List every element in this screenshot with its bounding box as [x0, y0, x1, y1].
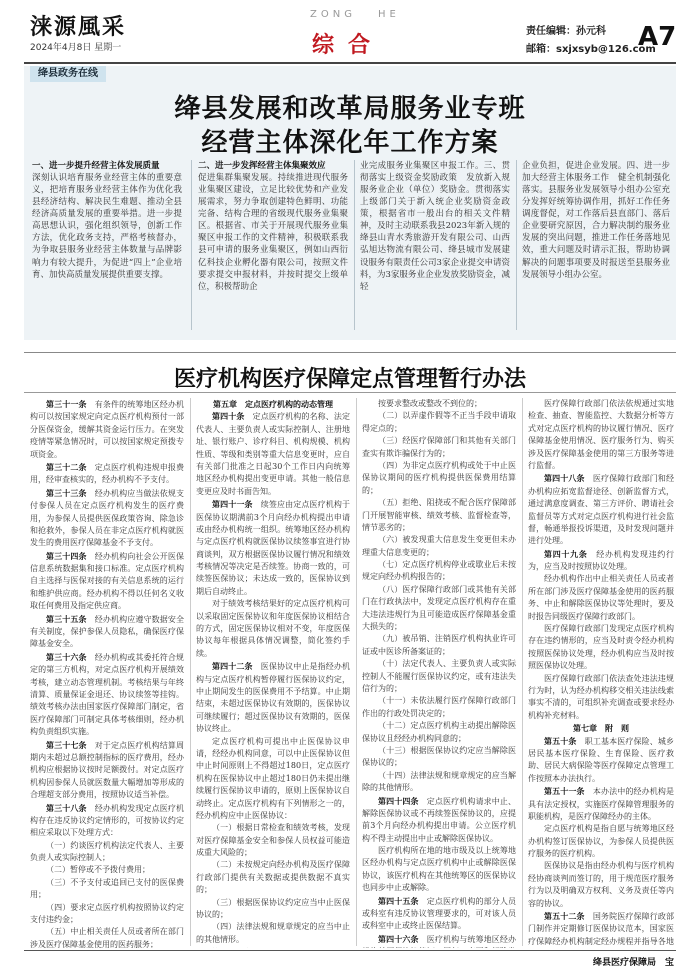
- article-clause-number: 第四十五条: [378, 895, 419, 906]
- article-clause-text: （三）根据医保协议约定应当中止医保协议的；: [196, 897, 350, 920]
- feature-column-4: [522, 160, 670, 281]
- article-clause-text: 经办机构发现定点医疗机构存在违反协议约定情形的，可按协议约定相应采取以下处理方式：: [30, 803, 184, 838]
- article-paragraph: [30, 739, 184, 802]
- article-column-3: [362, 398, 516, 948]
- article-clause-text: 医疗保障行政部门依法查处违法违规行为时，认为经办机构移交相关违法线索事实不清的，可组织补充调查或要求经办机构补充材料。: [528, 673, 674, 720]
- article-clause-number: 第五十条: [544, 735, 577, 746]
- section-title: 综合: [312, 32, 385, 58]
- article-clause-text: （十二）定点医疗机构主动提出解除医保协议且经经办机构同意的；: [362, 721, 516, 743]
- article-paragraph: [196, 897, 350, 922]
- article-clause-number: 第三十四条: [46, 550, 87, 561]
- section-pinyin-right: HE: [378, 9, 400, 20]
- feature-divider: [516, 160, 517, 330]
- article-clause-text: 经办机构或其委托符合规定的第三方机构，对定点医疗机构开展绩效考核，建立动态管理机制。考核结果与年终清算、质量保证金退还、协议续签等挂钩。绩效考核办法由国家医疗保障部门制定，省医疗保障部门可制定具体考核细则，经办机构负责组织实施。: [30, 652, 184, 737]
- article-clause-text: （四）为非定点医疗机构或处于中止医保协议期间的医疗机构提供医保费用结算的；: [362, 460, 516, 495]
- article-paragraph: [30, 461, 184, 487]
- feature-column-body: 深刻认识培育服务业经营主体的重要意义，把培育服务业经营主体作为优化我县经济结构、解决民生难题、推动全县经济高质量发展的重要举措。进一步提高思想认识，强化组织领导，创新工作方法，优化政务支持，严格考核督办，为争取县服务业经营主体数量与品牌影响力有较大提升，为促进“四上”企业培育、加快高质量发展提供重要支撑。: [32, 173, 182, 280]
- article-paragraph: [30, 840, 184, 865]
- article-clause-text: 定点医疗机构请求中止、解除医保协议或不再续签医保协议的，应提前3个月向经办机构提出申请。公立医疗机构不得主动提出中止或解除医保协议。: [362, 796, 516, 843]
- article-paragraph: [30, 802, 184, 840]
- article-clause-text: （二）未按规定向经办机构及医疗保障行政部门提供有关数据或提供数据不真实的；: [196, 860, 350, 895]
- article-source: 绛县医疗保障局 宝: [592, 958, 674, 968]
- article-paragraph: [528, 910, 674, 948]
- editor-credit: 责任编辑：孙元科: [526, 26, 606, 37]
- article-clause-text: 医保协议是指由经办机构与医疗机构经协商谈判而签订的，用于规范医疗服务行为以及明确双方权利、义务及责任等内容的协议。: [528, 861, 674, 908]
- article-clause-text: （十）法定代表人、主要负责人或实际控制人不能履行医保协议约定，或有违法失信行为的；: [362, 659, 516, 693]
- article-clause-text: 定点医疗机构是指自愿与统筹地区经办机构签订医保协议，为参保人员提供医疗服务的医疗机构。: [528, 824, 674, 859]
- feature-column-3: [360, 160, 510, 293]
- article-clause-text: 定点医疗机构的部分人员或科室有违反协议管理要求的，可对该人员或科室中止或终止医保结算。: [362, 896, 516, 931]
- article-clause-number: 第三十七条: [46, 739, 87, 750]
- article-paragraph: [30, 613, 184, 651]
- article-paragraph: [196, 660, 350, 735]
- article-clause-text: （一）根据日常检查和绩效考核，发现对医疗保障基金安全和参保人员权益可能造成重大风险的；: [196, 823, 350, 858]
- article-clause-text: （二）暂停或不予拨付费用；: [46, 865, 150, 875]
- article-paragraph: [362, 720, 516, 745]
- feature-column-heading: 二、进一步发挥经营主体集聚效应: [198, 161, 326, 171]
- article-clause-number: 第四十四条: [378, 795, 419, 806]
- article-clause-number: 第三十一条: [46, 399, 87, 409]
- article-clause-text: 医疗机构所在地的地市级及以上统筹地区经办机构与定点医疗机构中止或解除医保协议，该医疗机构在其他统筹区的医保协议也同步中止或解除。: [362, 846, 516, 893]
- article-paragraph: [362, 895, 516, 933]
- article-clause-text: （十四）法律法规和规章规定的应当解除的其他情形。: [362, 770, 516, 793]
- article-paragraph: [196, 921, 350, 946]
- issue-date: 2024年4月8日 星期一: [30, 43, 122, 53]
- article-paragraph: [362, 460, 516, 497]
- article-paragraph: [362, 695, 516, 720]
- column-divider: [356, 398, 357, 946]
- feature-title-line2: 经营主体深化年工作方案: [201, 128, 499, 158]
- article-clause-text: （一）约谈医疗机构法定代表人、主要负责人或实际控制人；: [30, 840, 184, 863]
- article-clause-text: （四）法律法规和规章规定的应当中止的其他情形。: [196, 922, 350, 944]
- article-paragraph: [362, 497, 516, 534]
- article-clause-text: （二）以弄虚作假等不正当手段申请取得定点的；: [362, 411, 516, 433]
- article-paragraph: [196, 410, 350, 498]
- article-clause-text: （四）要求定点医疗机构按照协议约定支付违约金；: [30, 902, 184, 925]
- article-clause-text: 对于定点医疗机构结算周期内未超过总额控制指标的医疗费用，经办机构应根据协议按时足额拨付。对定点医疗机构因参保人员就医数量大幅增加等形成的合理超支部分费用，按照协议适当补偿。: [30, 740, 184, 800]
- article-clause-text: （六）被发现重大信息发生变更但未办理重大信息变更的；: [362, 535, 516, 557]
- article-paragraph: [528, 785, 674, 823]
- article-clause-text: 对于绩效考核结果好的定点医疗机构可以采取固定医保协议和年度医保协议相结合的方式，固定医保协议相对不变，年度医保协议每年根据具体情况调整，简化签约手续。: [196, 599, 350, 658]
- article-clause-number: 第三十三条: [46, 487, 87, 498]
- article-title: 医疗机构医疗保障定点管理暂行办法: [173, 366, 526, 392]
- article-paragraph: [30, 902, 184, 927]
- article-clause-text: 本办法中的经办机构是具有法定授权，实施医疗保障管理服务的职能机构，是医疗保障经办的主体。: [528, 787, 674, 821]
- article-paragraph: [362, 398, 516, 410]
- article-paragraph: [362, 410, 516, 435]
- article-clause-text: 定点医疗机构的名称、法定代表人、主要负责人或实际控制人、注册地址、银行账户、诊疗科目、机构规模、机构性质、等级和类别等重大信息变更时，应自有关部门批准之日起30个工作日内向统筹地区经办机构提出变更申请。其他一般信息变更应及时书面告知。: [196, 412, 350, 496]
- article-clause-text: 定点医疗机构违规申报费用，经审查核实的，经办机构不予支付。: [30, 462, 184, 485]
- article-clause-number: 第三十五条: [46, 613, 87, 624]
- feature-title-line1: 绛县发展和改革局服务业专班: [174, 94, 526, 124]
- article-clause-text: （十一）未依法履行医疗保障行政部门作出的行政处罚决定的；: [362, 696, 516, 718]
- article-paragraph: [528, 472, 674, 547]
- article-clause-number: 第四十八条: [544, 473, 585, 484]
- article-clause-text: 医疗保障行政部门依法依规通过实地检查、抽查、智能监控、大数据分析等方式对定点医疗机构的协议履行情况、医疗保障基金使用情况、医疗服务行为、购买涉及医疗保障基金使用的第三方服务等进行监督。: [528, 399, 674, 470]
- article-clause-text: 医疗保障行政部门发现定点医疗机构存在违约情形的，应当及时责令经办机构按照医保协议处理，经办机构应当及时按照医保协议处理。: [528, 624, 674, 671]
- column-tag: 绛县政务在线: [30, 66, 106, 82]
- article-clause-text: （七）定点医疗机构停业或歇业后未按规定向经办机构报告的；: [362, 560, 516, 582]
- article-paragraph: [30, 864, 184, 876]
- article-paragraph: [362, 845, 516, 895]
- article-paragraph: [362, 584, 516, 634]
- article-paragraph: [528, 548, 674, 574]
- article-clause-text: 经办机构向社会公开医保信息系统数据集和接口标准。定点医疗机构自主选择与医保对接的有关信息系统的运行和维护供应商。经办机构不得以任何名义收取任何费用及指定供应商。: [30, 551, 184, 611]
- article-paragraph: [30, 926, 184, 948]
- article-paragraph: [196, 859, 350, 896]
- article-paragraph: [30, 398, 184, 461]
- article-paragraph: [362, 745, 516, 770]
- article-paragraph: [196, 822, 350, 859]
- article-clause-number: 第五十一条: [544, 786, 585, 797]
- section-pinyin-left: ZONG: [310, 9, 356, 20]
- feature-column-body: 业完成服务业集聚区申报工作。三、贯彻落实上级资金奖励政策 发放新入规服务业企业（单位）奖励金。贯彻落实上级部门关于新入统企业奖励资金政策，根据省市一般出台的相关文件精神，及时主动联系我县2023年新入规的绛县山青水秀旅游开发有限公司、山西弘旭达物流有限公司、绛县城市发展建设服务有限责任公司3家企业提交申请资料，为3家服务业企业发放奖励资金，减轻: [360, 161, 510, 292]
- article-clause-text: 有条件的统筹地区经办机构可以按国家规定向定点医疗机构预付一部分医保资金，缓解其资金运行压力。在突发疫情等紧急情况时，可以按国家规定预拨专项资金。: [30, 400, 184, 459]
- feature-column-body: 企业负担，促进企业发展。四、进一步加大经营主体服务工作 健全机制强化落实。县服务业发展领导小组办公室充分发挥好统筹协调作用，抓好工作任务调度督促，对工作落后县直部门、落后企业要研究原因，合力解决制约服务业发展的突出问题，推进工作任务落地见效，重大问题及时请示汇报，帮助协调解决的问题事项要及时报送至县服务业发展领导小组办公室。: [522, 161, 670, 280]
- feature-divider: [354, 160, 355, 330]
- article-clause-number: 第三十八条: [46, 802, 87, 813]
- article-clause-text: 职工基本医疗保险、城乡居民基本医疗保险、生育保险、医疗救助、居民大病保险等医疗保障定点管理工作按照本办法执行。: [528, 736, 674, 783]
- article-paragraph: [362, 795, 516, 846]
- masthead: [0, 0, 700, 62]
- column-divider: [522, 398, 523, 946]
- chapter-heading: 第七章 附 则: [573, 723, 629, 734]
- column-divider: [190, 398, 191, 946]
- article-paragraph: [528, 860, 674, 910]
- article-paragraph: [196, 946, 350, 948]
- article-paragraph: [196, 498, 350, 598]
- article-clause-text: 国务院医疗保障行政部门制作并定期修订医保协议范本，国家医疗保障经办机构制定经办规程并指导各地: [528, 912, 674, 946]
- article-paragraph: [528, 823, 674, 860]
- article-paragraph: [30, 651, 184, 739]
- feature-divider: [191, 160, 192, 330]
- article-clause-number: 第三十二条: [46, 461, 87, 472]
- article-paragraph: [196, 736, 350, 823]
- article-paragraph: [528, 573, 674, 623]
- article-clause-text: 经办机构应遵守数据安全有关制度，保护参保人员隐私，确保医疗保障基金安全。: [30, 614, 184, 649]
- article-paragraph: [528, 673, 674, 723]
- article-paragraph: [362, 534, 516, 559]
- article-clause-text: 经办机构应当做法依规支付参保人员在定点医疗机构发生的医疗费用，为参保人员提供医保政策咨询、除急诊和抢救外，参保人员在非定点医疗机构就医发生的费用医疗保障基金不予支付。: [30, 488, 184, 548]
- article-clause-text: 医保协议中止是指经办机构与定点医疗机构暂停履行医保协议约定，中止期间发生的医保费用不予结算。中止期结束，未超过医保协议有效期的，医保协议可继续履行；超过医保协议有效期的，医保协议终止。: [196, 662, 350, 734]
- article-paragraph: [362, 770, 516, 795]
- article-clause-number: [212, 947, 253, 948]
- feature-column-2: [198, 160, 348, 293]
- article-clause-number: 第四十一条: [212, 499, 253, 510]
- article-clause-text: 医疗保障行政部门和经办机构应拓宽监督途径、创新监督方式，通过满意度调查、第三方评价、聘请社会监督员等方式对定点医疗机构进行社会监督，畅通举报投诉渠道，及时发现问题并进行处理。: [528, 474, 674, 546]
- article-paragraph: [528, 398, 674, 472]
- masthead-rule: [24, 62, 676, 64]
- article-clause-text: 按要求整改或整改不到位的；: [378, 399, 482, 408]
- article-clause-number: 第四十二条: [212, 661, 253, 672]
- article-title-rule: [24, 392, 676, 393]
- article-column-1: [30, 398, 184, 948]
- article-paragraph: [528, 623, 674, 673]
- article-clause-text: （五）中止相关责任人员或者所在部门涉及医疗保障基金使用的医药服务；: [30, 927, 184, 948]
- article-paragraph: [30, 550, 184, 613]
- article-clause-text: （十三）根据医保协议约定应当解除医保协议的；: [362, 745, 516, 768]
- article-clause-text: 经办机构发现违约行为，应当及时按照协议处理。: [528, 549, 674, 572]
- feature-column-heading: 一、进一步提升经营主体发展质量: [32, 161, 160, 171]
- article-paragraph: [362, 933, 516, 948]
- article-clause-text: （八）医疗保障行政部门或其他有关部门在行政执法中，发现定点医疗机构存在重大违法违规行为且可能造成医疗保障基金重大损失的；: [362, 584, 516, 632]
- article-column-2: [196, 398, 350, 948]
- section-rule: [24, 352, 676, 353]
- article-paragraph: [30, 877, 184, 902]
- page-number: A7: [638, 22, 677, 52]
- editor-email: 邮箱：sxjxsyb@126.com: [526, 44, 656, 55]
- chapter-heading: 第五章 定点医疗机构的动态管理: [213, 399, 333, 409]
- article-clause-text: 续签应由定点医疗机构于医保协议期满前3个月向经办机构提出申请或由经办机构统一组织。统筹地区经办机构与定点医疗机构就医保协议续签事宜进行协商谈判，双方根据医保协议履行情况和绩效考核情况等决定是否续签。协商一致的，可续签医保协议；未达成一致的，医保协议到期后自动终止。: [196, 500, 350, 596]
- footer-rule: [24, 950, 676, 951]
- article-clause-number: 第四十九条: [544, 548, 588, 559]
- article-paragraph: [30, 487, 184, 550]
- article-clause-number: 第五十二条: [544, 911, 585, 922]
- feature-column-1: [32, 160, 182, 281]
- article-clause-text: （九）被吊销、注销医疗机构执业许可证或中医诊所备案证的；: [362, 634, 516, 656]
- article-clause-text: （五）拒绝、阻挠或不配合医疗保障部门开展智能审核、绩效考核、监督检查等，情节恶劣的；: [362, 498, 516, 532]
- feature-column-body: 促进集群集聚发展。持续推进现代服务业集聚区建设，立足比较优势和产业发展需求，努力争取创建特色鲜明、功能完备、结构合理的省级现代服务业集聚区。根据省、市关于开展现代服务业集聚区申报工作的文件精神，积极联系我县可申请的服务业集聚区，例如山西衍亿科技企业孵化器有限公司，按照文件要求提交申报材料，并按时提交上级单位，积极帮助企: [198, 173, 348, 292]
- article-paragraph: [528, 735, 674, 786]
- article-clause-number: 第四十六条: [378, 933, 419, 944]
- article-paragraph: [362, 633, 516, 658]
- article-clause-number: 第三十六条: [46, 651, 87, 662]
- article-clause-text: （三）不予支付或追回已支付的医保费用；: [30, 877, 184, 900]
- article-paragraph: [362, 658, 516, 695]
- article-clause-text: 经办机构作出中止相关责任人员或者所在部门涉及医疗保障基金使用的医药服务、中止和解除医保协议等处理时，要及时报告同级医疗保障行政部门。: [528, 574, 674, 621]
- article-paragraph: [196, 598, 350, 660]
- article-clause-text: 定点医疗机构可提出中止医保协议申请，经经办机构同意，可以中止医保协议但中止时间原则上不得超过180日，定点医疗机构在医保协议中止超过180日仍未提出继续履行医保协议申请的，原则上医保协议自动终止。定点医疗机构有下列情形之一的，经办机构应中止医保协议：: [196, 736, 350, 820]
- article-paragraph: [362, 435, 516, 460]
- article-clause-text: 医疗机构与统筹地区经办: [426, 934, 516, 944]
- article-column-4: [528, 398, 674, 948]
- article-clause-number: 第四十条: [212, 411, 245, 422]
- article-clause-text: （三）经医疗保障部门和其他有关部门查实有欺诈骗保行为的；: [362, 436, 516, 458]
- article-paragraph: [362, 559, 516, 584]
- paper-name: 涞源風采: [30, 14, 127, 40]
